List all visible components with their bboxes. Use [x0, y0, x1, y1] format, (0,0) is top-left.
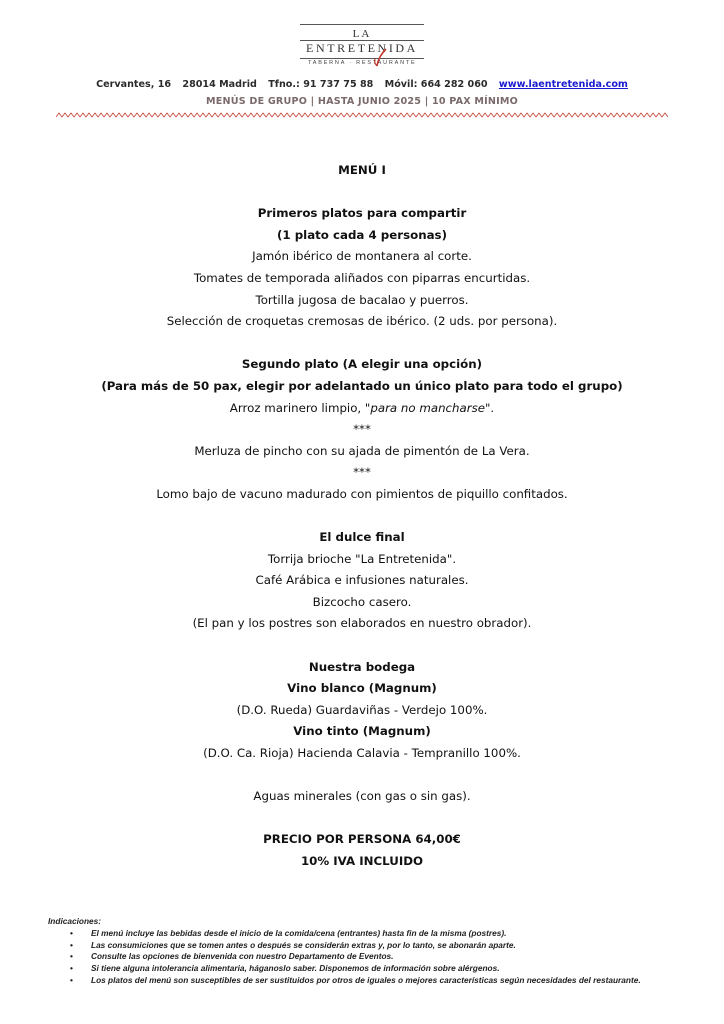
white-wine-item: (D.O. Rueda) Guardaviñas - Verdejo 100%. — [236, 702, 488, 717]
dessert-item: Café Arábica e infusiones naturales. — [255, 573, 469, 588]
contact-line — [0, 79, 724, 90]
vat-included: 10% IVA INCLUIDO — [300, 854, 424, 868]
rice-italic: para no mancharse — [370, 400, 485, 415]
phone-text: Tfno.: 91 737 75 88 — [268, 79, 374, 90]
dessert-heading: El dulce final — [319, 530, 405, 545]
dessert-item: (El pan y los postres son elaborados en nuestro obrador). — [192, 616, 532, 631]
option-separator: *** — [353, 422, 371, 437]
indication-text: Consulte las opciones de bienvenida con nuestro Departamento de Eventos. — [91, 951, 394, 962]
logo-top-rule — [300, 24, 424, 25]
indication-text: Las consumiciones que se tomen antes o después se considerán extras y, por lo tanto, se abonarán aparte. — [91, 939, 516, 950]
dessert-item: Bizcocho casero. — [312, 594, 412, 609]
starters-heading: Primeros platos para compartir — [257, 206, 467, 221]
bullet-icon: • — [70, 951, 73, 962]
decorative-zigzag-divider — [56, 112, 668, 118]
starter-item: Selección de croquetas cremosas de ibérico. (2 uds. por persona). — [166, 314, 558, 329]
second-course-item: Lomo bajo de vacuno madurado con pimientos de piquillo confitados. — [156, 486, 568, 501]
starter-item: Tomates de temporada aliñados con piparras encurtidas. — [193, 270, 531, 285]
group-menu-banner: MENÚS DE GRUPO | HASTA JUNIO 2025 | 10 PAX MÍNIMO — [206, 96, 518, 107]
option-separator: *** — [353, 465, 371, 480]
price-per-person: PRECIO POR PERSONA 64,00€ — [263, 832, 461, 847]
indication-item — [48, 940, 648, 952]
indications-list — [48, 928, 648, 987]
indication-item — [48, 963, 648, 975]
logo-la-text: LA — [352, 28, 372, 40]
indication-text: Los platos del menú son susceptibles de ser sustituidos por otros de iguales o mejores características según necesidades del restaurante. — [91, 974, 641, 985]
website-link[interactable]: www.laentretenida.com — [498, 79, 628, 90]
bullet-icon: • — [70, 939, 73, 950]
starter-item: Tortilla jugosa de bacalao y puerros. — [255, 292, 469, 307]
postal-text: 28014 Madrid — [182, 79, 257, 90]
red-wine-item: (D.O. Ca. Rioja) Hacienda Calavia - Tempranillo 100%. — [203, 746, 521, 761]
indications-title: Indicaciones: — [48, 916, 102, 926]
bullet-icon: • — [70, 963, 73, 974]
indication-item — [48, 928, 648, 940]
second-course-item: Merluza de pincho con su ajada de pimentón de La Vera. — [194, 443, 530, 458]
wine-heading: Nuestra bodega — [308, 659, 416, 674]
indication-text: Si tiene alguna intolerancia alimentaria, háganoslo saber. Disponemos de información sobre alérgenos. — [91, 963, 500, 974]
white-wine-heading: Vino blanco (Magnum) — [287, 681, 437, 696]
restaurant-logo — [300, 24, 424, 72]
menu-title: MENÚ I — [338, 163, 386, 177]
bullet-icon: • — [70, 927, 73, 938]
indications-section — [48, 916, 648, 987]
indication-item — [48, 951, 648, 963]
logo-quill-icon — [372, 48, 390, 68]
starters-subheading: (1 plato cada 4 personas) — [277, 227, 447, 242]
second-course-item — [40, 398, 684, 420]
indication-text: El menú incluye las bebidas desde el inicio de la comida/cena (entrantes) hasta fin de la misma (postres). — [91, 927, 507, 938]
second-course-heading: Segundo plato (A elegir una opción) — [241, 357, 483, 372]
red-wine-heading: Vino tinto (Magnum) — [293, 724, 431, 739]
starter-item: Jamón ibérico de montanera al corte. — [252, 249, 472, 264]
mobile-text: Móvil: 664 282 060 — [384, 79, 488, 90]
menu-content — [40, 160, 684, 873]
dessert-item: Torrija brioche "La Entretenida". — [267, 551, 457, 566]
logo-name-text: ENTRETENIDA — [306, 41, 418, 55]
rice-suffix: ". — [485, 400, 495, 415]
rice-prefix: Arroz marinero limpio, " — [229, 400, 371, 415]
water-item: Aguas minerales (con gas o sin gas). — [253, 789, 471, 804]
logo-bottom-rule — [300, 58, 424, 59]
second-course-subheading: (Para más de 50 pax, elegir por adelantado un único plato para todo el grupo) — [101, 378, 623, 393]
bullet-icon: • — [70, 974, 73, 985]
indication-item — [48, 975, 648, 987]
logo-subtitle: TABERNA · RESTAURANTE — [308, 60, 417, 66]
address-text: Cervantes, 16 — [96, 79, 172, 90]
